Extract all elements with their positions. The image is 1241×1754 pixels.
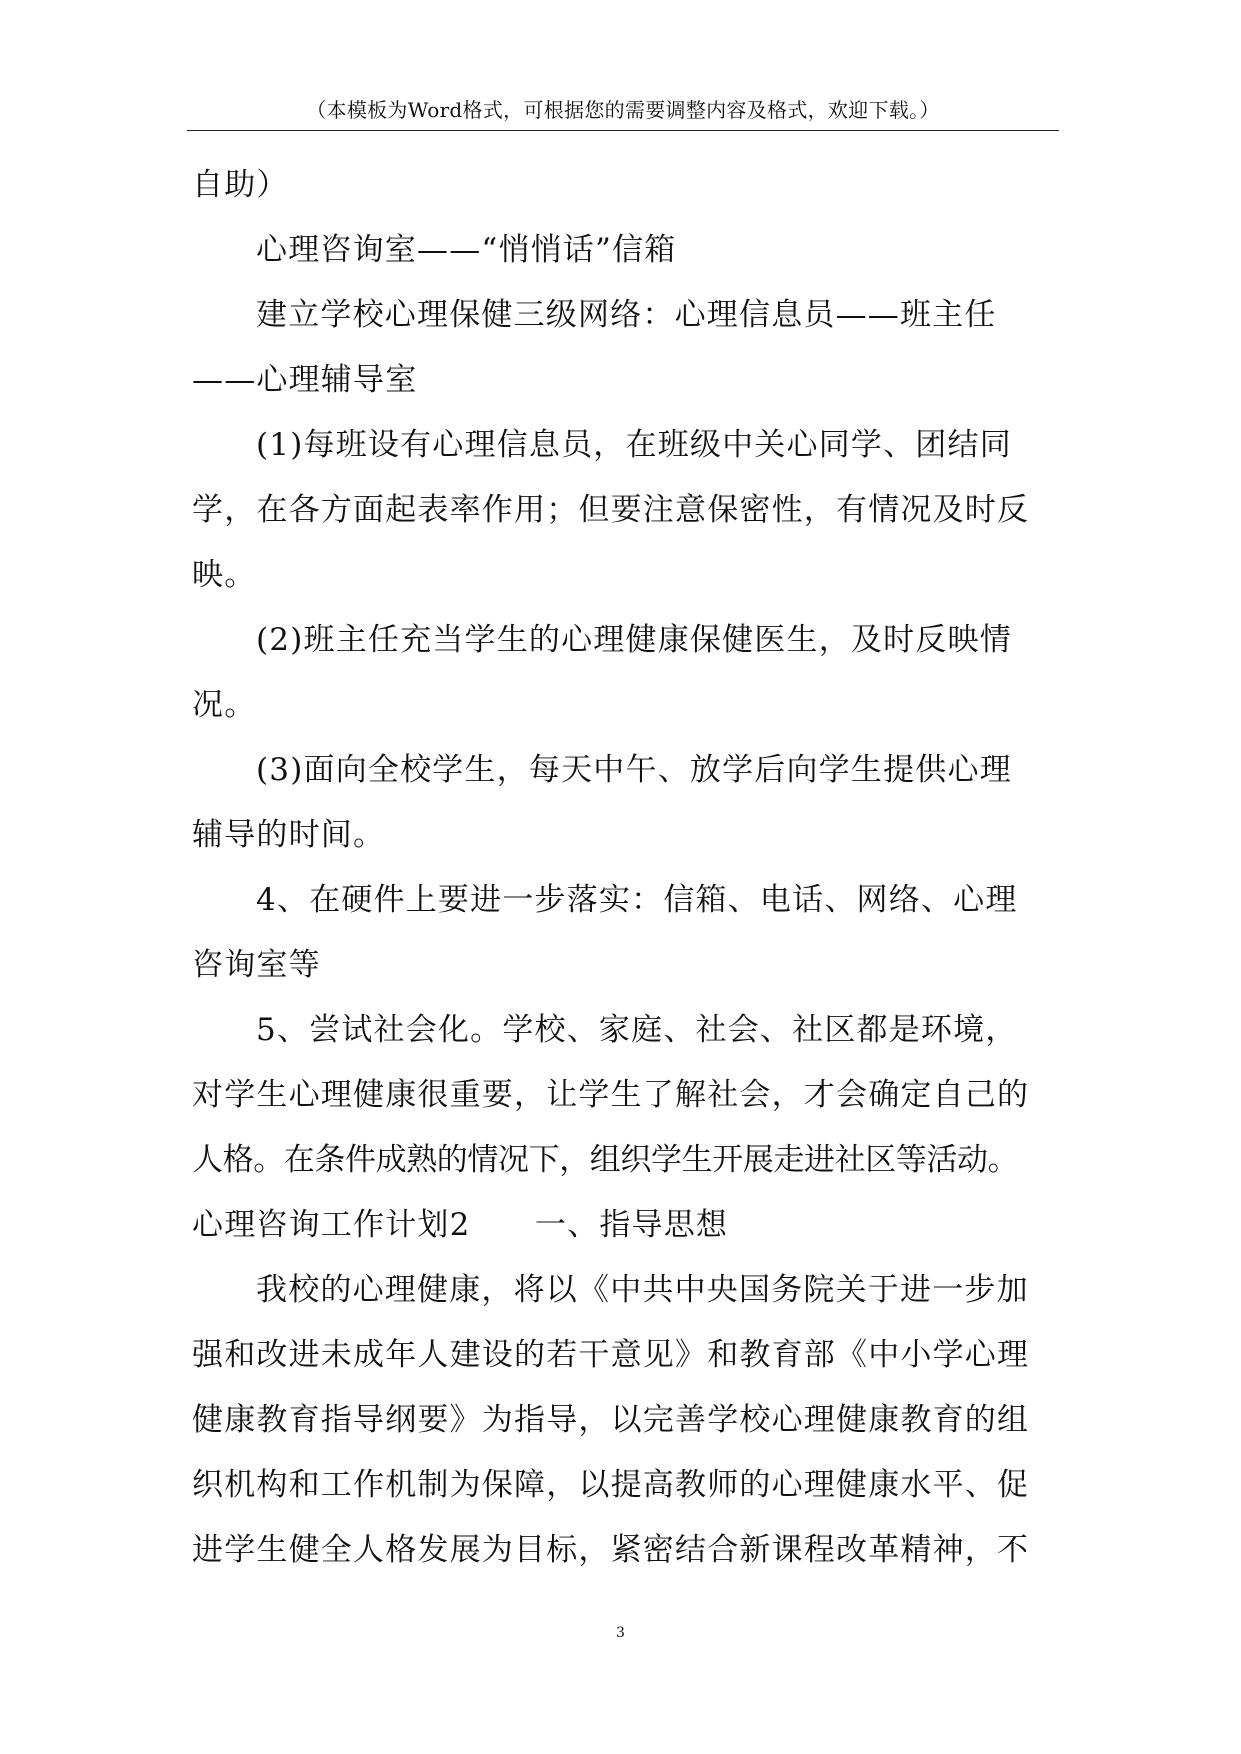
paragraph-line: 织机构和工作机制为保障，以提高教师的心理健康水平、促: [192, 1467, 1030, 1503]
template-note: （本模板为Word格式，可根据您的需要调整内容及格式，欢迎下载。）: [306, 98, 940, 122]
page-number: 3: [616, 1625, 625, 1641]
paragraph-line: 对学生心理健康很重要，让学生了解社会，才会确定自己的: [192, 1077, 1030, 1113]
paragraph-line: 自助）: [192, 167, 289, 203]
paragraph-line: 健康教育指导纲要》为指导，以完善学校心理健康教育的组: [192, 1402, 1030, 1438]
paragraph-line: 建立学校心理保健三级网络：心理信息员——班主任: [256, 297, 997, 333]
paragraph-line: ——心理辅导室: [192, 362, 418, 398]
paragraph-line: (1)每班设有心理信息员，在班级中关心同学、团结同: [256, 427, 1012, 463]
paragraph-line: 心理咨询室——“悄悄话”信箱: [256, 232, 677, 268]
document-body: [192, 162, 1062, 1592]
paragraph-line: 强和改进未成年人建设的若干意见》和教育部《中小学心理: [192, 1337, 1030, 1373]
paragraph-line: 4、在硬件上要进一步落实：信箱、电话、网络、心理: [256, 882, 1018, 918]
paragraph-line: 进学生健全人格发展为目标，紧密结合新课程改革精神，不: [192, 1532, 1030, 1568]
paragraph-line: 5、尝试社会化。学校、家庭、社会、社区都是环境，: [256, 1012, 1018, 1048]
paragraph-line: 辅导的时间。: [192, 817, 386, 853]
paragraph-line: (2)班主任充当学生的心理健康保健医生，及时反映情: [256, 622, 1012, 658]
paragraph-line: (3)面向全校学生，每天中午、放学后向学生提供心理: [256, 752, 1012, 788]
paragraph-line: 学，在各方面起表率作用；但要注意保密性，有情况及时反: [192, 492, 1030, 528]
paragraph-line: 咨询室等: [192, 947, 321, 983]
page-header: [187, 96, 1059, 131]
paragraph-line: 映。: [192, 557, 257, 593]
paragraph-line: 我校的心理健康，将以《中共中央国务院关于进一步加: [256, 1272, 1029, 1308]
paragraph-line: 况。: [192, 687, 257, 723]
paragraph-line: 人格。在条件成熟的情况下，组织学生开展走进社区等活动。: [192, 1142, 1019, 1178]
section-heading-line: 心理咨询工作计划2 一、指导思想: [192, 1207, 729, 1243]
